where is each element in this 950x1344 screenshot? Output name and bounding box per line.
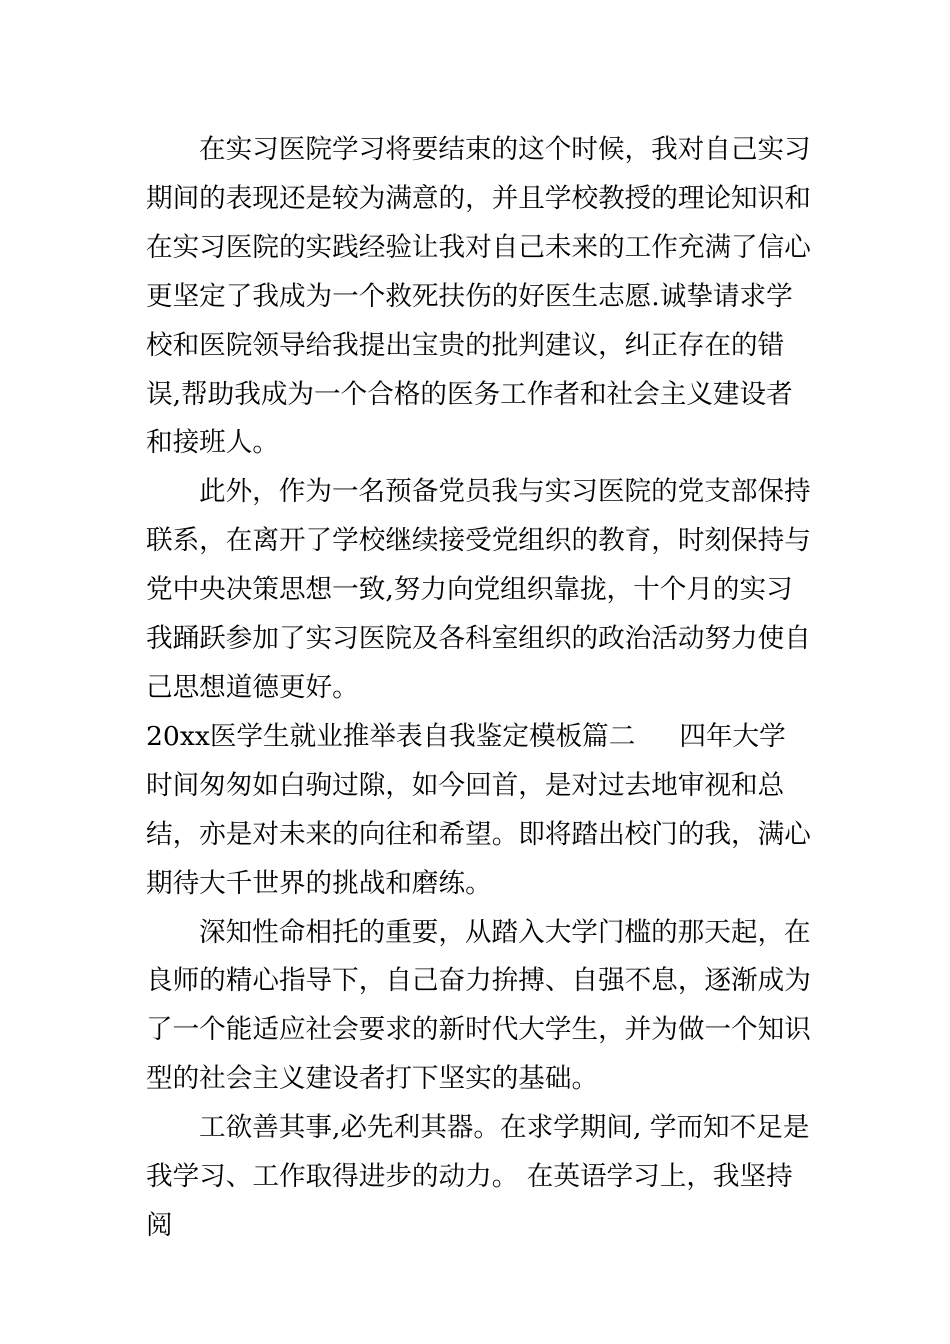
paragraph-internship-summary: 在实习医院学习将要结束的这个时候，我对自己实习期间的表现还是较为满意的，并且学校教授的理论知识和在实习医院的实践经验让我对自己未来的工作充满了信心更坚定了我成为一个救死扶伤的好医生志愿.诚挚请求学校和医院领导给我提出宝贵的批判建议，纠正存在的错误,帮助我成为一个合格的医务工作者和社会主义建设者和接班人。 <box>146 134 811 459</box>
section-intro-text: 四年大学时间匆匆如白驹过隙，如今回首，是对过去地审视和总结，亦是对未来的向往和希望。即将踏出校门的我，满心期待大千世界的挑战和磨练。 <box>146 720 811 899</box>
section-heading: 20xx医学生就业推举表自我鉴定模板篇二 <box>146 720 636 752</box>
paragraph-study-tools: 工欲善其事,必先利其器。在求学期间, 学而知不足是我学习、工作取得进步的动力。 在英语学习上，我坚持阅 <box>146 1112 810 1241</box>
paragraph-entrusted-lives: 深知性命相托的重要，从踏入大学门槛的那天起，在良师的精心指导下，自己奋力拚搏、自强不息，逐渐成为了一个能适应社会要求的新时代大学生，并为做一个知识型的社会主义建设者打下坚实的基础。 <box>146 916 811 1095</box>
section-two-intro <box>146 713 812 909</box>
document-body <box>146 126 812 1251</box>
paragraph-party-member: 此外，作为一名预备党员我与实习医院的党支部保持联系，在离开了学校继续接受党组织的教育，时刻保持与党中央决策思想一致,努力向党组织靠拢，十个月的实习我踊跃参加了实习医院及各科室组织的政治活动努力使自己思想道德更好。 <box>146 476 811 703</box>
